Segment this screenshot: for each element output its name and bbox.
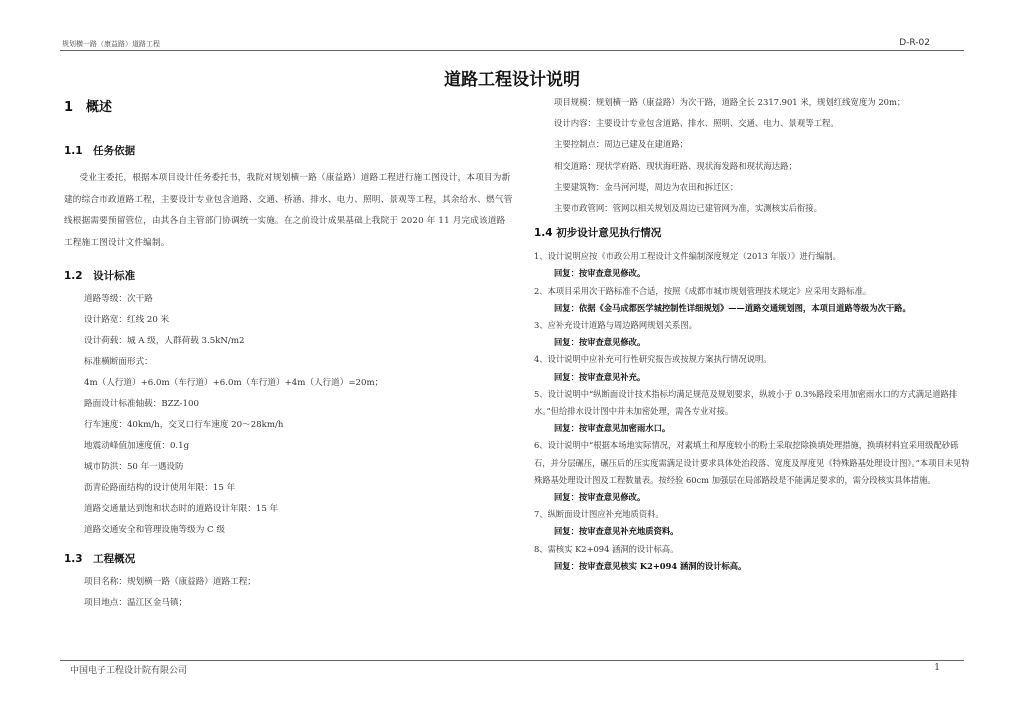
standard-item: 4m（人行道）+6.0m（车行道）+6.0m（车行道）+4m（人行道）=20m； xyxy=(84,378,384,388)
review-reply: 回复：按审查意见核实 K2+094 涵洞的设计标高。 xyxy=(554,560,747,571)
page-number: 1 xyxy=(934,663,940,673)
review-comment: 8、需核实 K2+094 涵洞的设计标高。 xyxy=(534,543,679,554)
project-info-item: 主要控制点：周边已建及在建道路； xyxy=(554,139,688,150)
review-comment: 6、设计说明中“根据本场地实际情况，对素填土和厚度较小的粉土采取挖除换填处理措施，换填材料宜采用级配砂砾石，并分层碾压，碾压后的压实度需满足设计要求具体处治段落、宽度及厚度见《特殊路基处理设计图》。”本项目未见特殊路基处理设计图及工程数量表。按经验 60cm 加强层在局部路段是不能满足要求的，需分段核实具体措施。 xyxy=(534,440,970,485)
review-comment: 1、设计说明应按《市政公用工程设计文件编制深度规定（2013 年版）》进行编制。 xyxy=(534,251,841,262)
project-info-item: 项目规模：规划横一路（康益路）为次干路，道路全长 2317.901 米，规划红线宽度为 20m； xyxy=(554,97,906,107)
review-comment: 5、设计说明中“纵断面设计技术指标均满足规范及规划要求，纵坡小于 0.3%路段采用加密雨水口的方式满足道路排水。”但给排水设计图中并未加密处理，需各专业对接。 xyxy=(534,388,958,417)
review-comment: 4、设计说明中应补充可行性研究报告或按规方案执行情况说明。 xyxy=(534,354,772,365)
footer-company: 中国电子工程设计院有限公司 xyxy=(70,666,188,676)
review-comment: 3、应补充设计道路与周边路网规划关系图。 xyxy=(534,320,697,331)
overview-item: 项目名称：规划横一路（康益路）道路工程； xyxy=(84,577,256,587)
standard-item: 道路交通量达到饱和状态时的道路设计年限：15 年 xyxy=(84,504,279,514)
review-reply: 回复：按审查意见修改。 xyxy=(554,492,646,503)
standard-item: 标准横断面形式： xyxy=(84,357,153,367)
review-comment: 7、纵断面设计图应补充地质资料。 xyxy=(534,509,664,520)
standard-item: 设计荷载：城 A 级，人群荷载 3.5kN/m2 xyxy=(84,336,245,346)
overview-item: 项目地点：温江区金马镇； xyxy=(84,598,188,608)
review-reply: 回复：按审查意见补充。 xyxy=(554,371,646,382)
project-info-item: 相交道路：现状学府路、现状海旺路、现状海发路和现状海达路； xyxy=(554,160,797,171)
project-info-item: 主要市政管网：管网以相关规划及周边已建管网为准，实测核实后衔接。 xyxy=(554,203,822,214)
standard-item: 设计路宽：红线 20 米 xyxy=(84,315,170,325)
project-info-item: 设计内容：主要设计专业包含道路、排水、照明、交通、电力、景观等工程。 xyxy=(554,118,839,129)
section-1-3-heading: 1.3 工程概况 xyxy=(64,553,136,565)
review-reply: 回复：按审查意见补充地质资料。 xyxy=(554,526,679,537)
section-1-1-heading: 1.1 任务依据 xyxy=(64,145,136,157)
page-title: 道路工程设计说明 xyxy=(444,70,580,90)
standard-item: 道路交通安全和管理设施等级为 C 级 xyxy=(84,525,225,535)
review-records-list xyxy=(534,248,974,575)
project-info-list xyxy=(534,92,974,219)
footer-divider xyxy=(60,660,964,661)
left-column xyxy=(64,92,514,614)
section-1-2-heading: 1.2 设计标准 xyxy=(64,270,136,282)
standard-item: 城市防洪：50 年一遇设防 xyxy=(84,462,184,472)
standard-item: 行车速度：40km/h，交叉口行车速度 20～28km/h xyxy=(84,420,284,430)
section-1-4-heading: 1.4 初步设计意见执行情况 xyxy=(534,227,662,240)
standard-item: 路面设计标准轴载：BZZ-100 xyxy=(84,399,199,409)
header-divider xyxy=(60,50,964,51)
section-1-1-text: 受业主委托，根据本项目设计任务委托书，我院对规划横一路（康益路）道路工程进行施工图设计，本项目为新建的综合市政道路工程，主要设计专业包含道路、交通、桥涵、排水、电力、照明、景观等工程，其余给水、燃气管线根据需要预留管位，由其各自主管部门协调统一实施。在之前设计成果基础上我院于 2020 年 11 月完成该道路工程施工图设计文件编制。 xyxy=(64,173,513,248)
standard-item: 道路等级：次干路 xyxy=(84,294,153,304)
review-comment: 2、本项目采用次干路标准不合适，按照《成都市城市规划管理技术规定》应采用支路标准。 xyxy=(534,285,872,296)
section-1-heading: 1 概述 xyxy=(64,100,113,115)
right-column xyxy=(534,92,974,575)
project-info-item: 主要建筑物：金马河河堤，周边为农田和拆迁区； xyxy=(554,181,739,192)
review-reply: 回复：按审查意见修改。 xyxy=(554,337,646,348)
review-reply: 回复：按审查意见修改。 xyxy=(554,268,646,279)
project-overview-list xyxy=(64,572,514,614)
review-reply: 回复：依据《金马成都医学城控制性详细规划》——道路交通规划图，本项目道路等级为次干路。 xyxy=(554,302,911,313)
standard-item: 地震动峰值加速度值：0.1g xyxy=(84,441,190,451)
header-project-name: 规划横一路（康益路）道路工程 xyxy=(62,40,160,48)
drawing-number: D-R-02 xyxy=(899,38,930,48)
standard-item: 沥青砼路面结构的设计使用年限：15 年 xyxy=(84,483,236,493)
review-reply: 回复：按审查意见加密雨水口。 xyxy=(554,423,671,434)
design-standards-list xyxy=(64,289,514,541)
